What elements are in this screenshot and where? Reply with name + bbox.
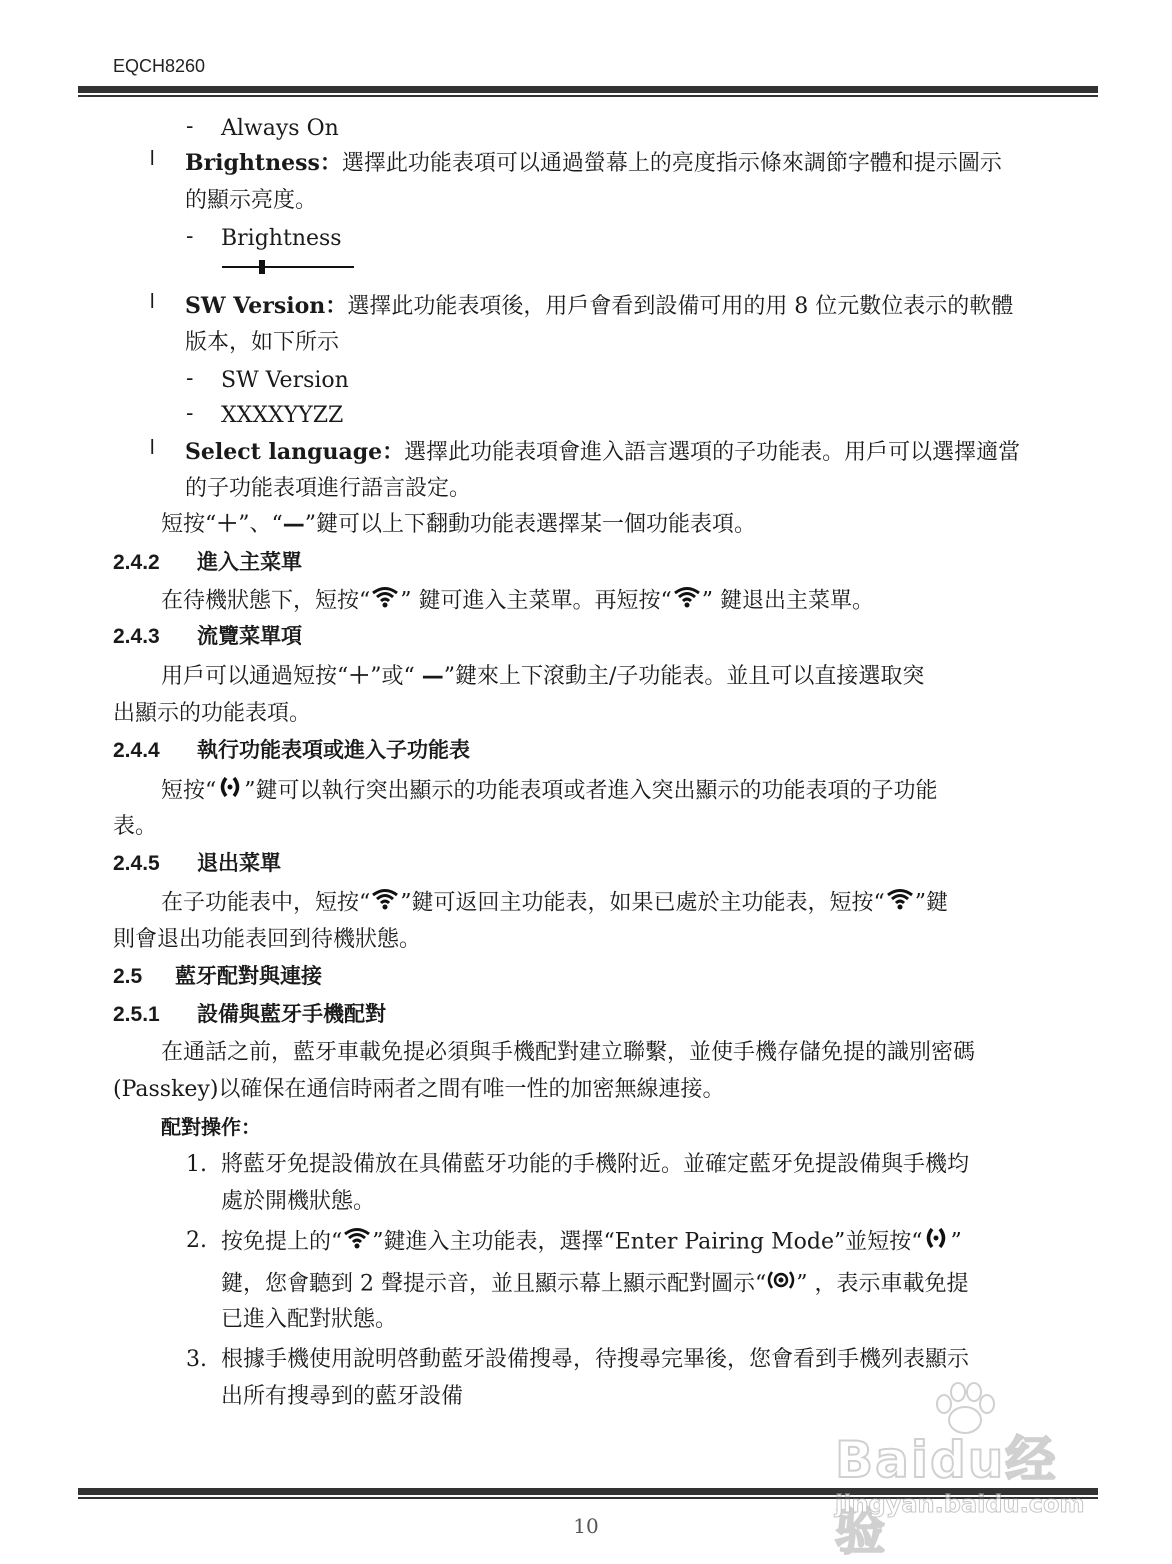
step-1-text-cont: 處於開機狀態。 — [221, 1189, 376, 1214]
section-heading-2-5-1: 2.5.1 設備與藍牙手機配對 — [113, 1003, 386, 1026]
brightness-bar-thumb — [259, 260, 265, 274]
paragraph-2-4-4-cont: 表。 — [113, 814, 158, 839]
lang-desc-cont: 的子功能表項進行語言設定。 — [185, 476, 472, 501]
step-2-text-cont2: 已進入配對狀態。 — [221, 1307, 398, 1332]
sw-label: SW Version： — [185, 293, 348, 319]
step-2-text: 按免提上的“ ”鍵進入主功能表，選擇“Enter Pairing Mode”並短按“ ” — [221, 1226, 962, 1259]
page-number: 10 — [573, 1514, 599, 1538]
select-key-icon — [216, 775, 244, 808]
document-code: EQCH8260 — [113, 56, 206, 76]
plus-key-icon: ＋ — [216, 512, 239, 537]
lang-desc: 選擇此功能表項會進入語言選項的子功能表。用戶可以選擇適當 — [404, 440, 1021, 465]
wifi-key-icon — [672, 585, 702, 618]
paragraph-2-4-5-cont: 則會退出功能表回到待機狀態。 — [113, 927, 422, 952]
brightness-desc-cont: 的顯示亮度。 — [185, 188, 318, 213]
select-language-item — [185, 437, 1020, 468]
paragraph-2-4-3-cont: 出顯示的功能表項。 — [113, 701, 312, 726]
brightness-desc: 選擇此功能表項可以通過螢幕上的亮度指示條來調節字體和提示圖示 — [341, 151, 1002, 176]
minus-key-icon: — — [282, 512, 305, 537]
brightness-item — [185, 148, 1002, 179]
brightness-bar — [222, 266, 354, 268]
paragraph-2-5-1: 在通話之前，藍牙車載免提必須與手機配對建立聯繫，並使手機存儲免提的識別密碼 — [161, 1040, 976, 1065]
baidu-watermark — [835, 1380, 1100, 1561]
brightness-sub-option: Brightness — [221, 226, 342, 251]
step-2-text-cont: 鍵，您會聽到 2 聲提示音，並且顯示幕上顯示配對圖示“ ” ，表示車載免提 — [221, 1268, 968, 1301]
plus-key-icon: ＋ — [348, 664, 371, 689]
minus-key-icon: — — [421, 664, 444, 689]
pairing-icon — [766, 1268, 796, 1301]
wifi-key-icon — [370, 887, 400, 920]
sw-version-value: XXXXYYZZ — [221, 403, 344, 428]
always-on-option: Always On — [221, 116, 339, 141]
dash-marker: - — [186, 401, 194, 426]
header-rule — [78, 86, 1098, 97]
lang-label: Select language： — [185, 439, 405, 465]
step-3-text-cont: 出所有搜尋到的藍牙設備 — [221, 1384, 464, 1409]
bullet-marker: l — [150, 437, 155, 459]
step-2-number: 2. — [186, 1228, 207, 1253]
bullet-marker: l — [150, 148, 155, 170]
bullet-marker: l — [150, 291, 155, 313]
step-3-text: 根據手機使用說明啓動藍牙設備搜尋，待搜尋完畢後，您會看到手機列表顯示 — [221, 1347, 970, 1372]
select-key-icon — [922, 1226, 950, 1259]
step-3-number: 3. — [186, 1347, 207, 1372]
paragraph-2-4-3: 用戶可以通過短按“＋”或“ —”鍵來上下滾動主/子功能表。並且可以直接選取突 — [161, 664, 925, 689]
dash-marker: - — [186, 224, 194, 249]
section-heading-2-4-3: 2.4.3 流覽菜單項 — [113, 625, 302, 648]
paragraph-2-5-1-cont: (Passkey)以確保在通信時兩者之間有唯一性的加密無線連接。 — [113, 1077, 725, 1102]
paragraph-2-4-4: 短按“ ”鍵可以執行突出顯示的功能表項或者進入突出顯示的功能表項的子功能 — [161, 775, 938, 808]
wifi-key-icon — [342, 1226, 372, 1259]
section-heading-2-4-5: 2.4.5 退出菜單 — [113, 852, 281, 875]
section-heading-2-5: 2.5 藍牙配對與連接 — [113, 965, 322, 988]
wifi-key-icon — [370, 585, 400, 618]
scroll-instruction: 短按“＋”、“—”鍵可以上下翻動功能表選擇某一個功能表項。 — [161, 512, 757, 537]
dash-marker: - — [186, 366, 194, 391]
watermark-brand: Baidu经验 — [835, 1431, 1058, 1561]
brightness-label: Brightness： — [185, 150, 342, 176]
wifi-key-icon — [885, 887, 915, 920]
watermark-url: jingyan.baidu.com — [835, 1490, 1085, 1518]
section-heading-2-4-4: 2.4.4 執行功能表項或進入子功能表 — [113, 739, 470, 762]
paragraph-2-4-2: 在待機狀態下，短按“ ” 鍵可進入主菜單。再短按“ ” 鍵退出主菜單。 — [161, 585, 874, 618]
sw-desc: 選擇此功能表項後，用戶會看到設備可用的用 8 位元數位表示的軟體 — [347, 294, 1014, 319]
step-1-number: 1. — [186, 1152, 207, 1177]
dash-marker: - — [186, 114, 194, 139]
sw-sub-option: SW Version — [221, 368, 349, 393]
pairing-operation-title: 配對操作： — [161, 1117, 261, 1139]
paragraph-2-4-5: 在子功能表中，短按“ ”鍵可返回主功能表，如果已處於主功能表，短按“ ”鍵 — [161, 887, 948, 920]
sw-desc-cont: 版本，如下所示 — [185, 330, 340, 355]
step-1-text: 將藍牙免提設備放在具備藍牙功能的手機附近。並確定藍牙免提設備與手機均 — [221, 1152, 970, 1177]
sw-version-item — [185, 291, 1013, 322]
section-heading-2-4-2: 2.4.2 進入主菜單 — [113, 551, 302, 574]
